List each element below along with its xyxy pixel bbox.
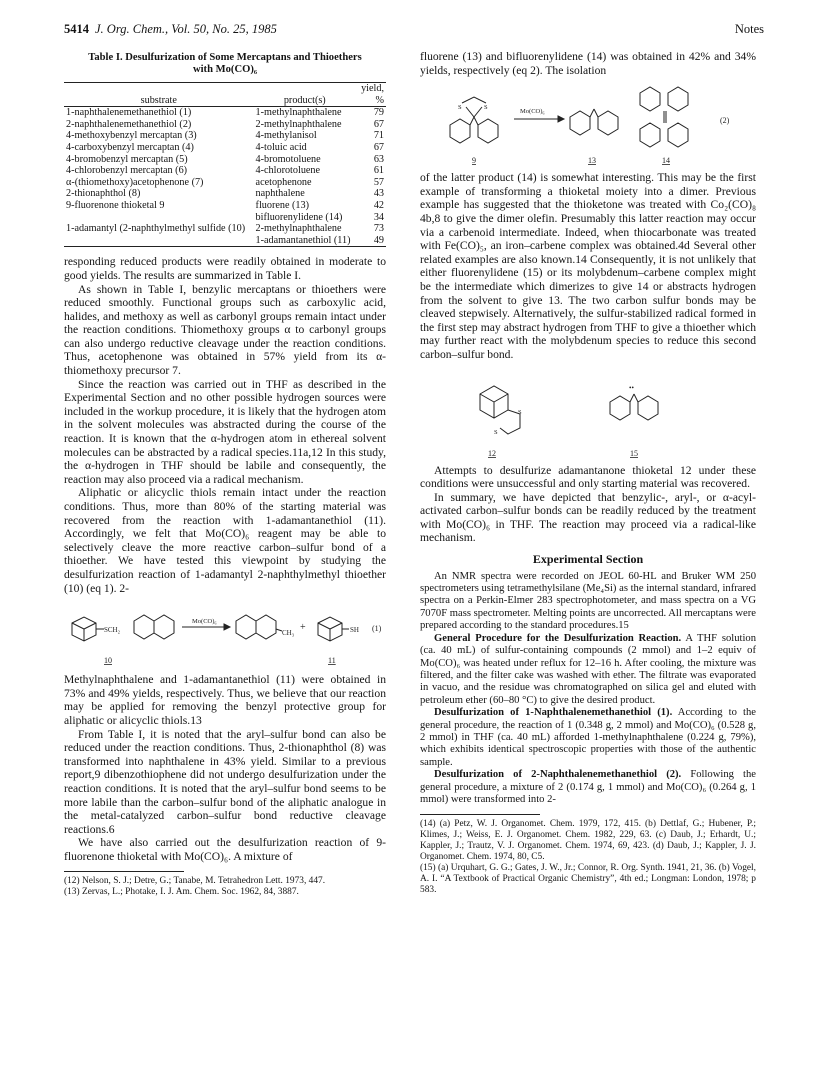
dithiolane-12-ring	[500, 410, 520, 434]
col-yield: yield, %	[356, 83, 386, 107]
table-body	[64, 107, 386, 247]
product-ring-b	[256, 615, 276, 639]
desulfurization-2-text: Following the general procedure, a mixture of 2 (0.174 g, 1 mmol) and Mo(CO)₆ (0.264 g, 1 mmol) were transformed into 2-	[420, 769, 756, 805]
table-cell-yield: 34	[373, 211, 384, 223]
footnote-15: (15) (a) Urquhart, G. G.; Gates, J. W., Jr.; Connor, R. Org. Synth. 1941, 21, 36. (b) Vogel, A. I. “A Textbook of Practical Organic Chemistry”, 4th ed.; Longman: London, 1978; p 583.	[420, 863, 756, 896]
desulfurization-1-text: According to the general procedure, the reaction of 1 (0.348 g, 2 mmol) and Mo(CO)₆ (0.528 g, 2 mmol) in THF (ca. 40 mL) afforded 1-methylnaphthalene (0.224 g, 79%), which exhibits identical spectroscopic properties with those of the authentic sample.	[420, 707, 756, 768]
eq2-label-14: 14	[662, 156, 670, 166]
eq2-s1: S	[458, 104, 462, 112]
footnote-rule-left	[64, 871, 184, 872]
para-desulfurization-1	[420, 707, 756, 769]
eq1-plus: +	[300, 622, 306, 634]
fluorene-right-ring	[478, 119, 498, 143]
journal-citation: J. Org. Chem., Vol. 50, No. 25, 1985	[95, 22, 277, 36]
eq1-label-10: 10	[104, 656, 112, 666]
table-cell-product: 1-adamantanethiol (11)	[254, 235, 356, 247]
footnote-12: (12) Nelson, S. J.; Detre, G.; Tanabe, M. Tetrahedron Lett. 1973, 447.	[64, 876, 326, 887]
para-thf: Since the reaction was carried out in THF as described in the Experimental Section and no other possible hydrogen sources were included in the workup procedure, it is likely that the hydrogen atom in the solvent molecules was abstracted during the course of the reaction. It is known that the α-hydrogen atom in ethereal solvent molecules can be abstracted by a radical species.11a,12 In this study, the α-hydrogen in THF should be labile and consequently, the reaction may also proceed via a radical mechanism.	[64, 377, 386, 486]
table-row	[64, 107, 386, 119]
equation-1-drawing	[64, 601, 386, 669]
para-summary: In summary, we have depicted that benzylic-, aryl-, or α-acyl-activated carbon–sulfur bonds can be readily reduced by the treatment with Mo(CO)₆ in THF. The reaction may proceed via a radical-like mechanism.	[420, 490, 756, 545]
para-fluorene-yield: fluorene (13) and bifluorenylidene (14) was obtained in 42% and 34% yields, respectively (eq 2). The isolation	[420, 50, 756, 77]
table-cell-substrate: 9-fluorenone thioketal 9	[66, 199, 165, 211]
table-row	[64, 165, 386, 177]
table-cell-substrate: 4-carboxybenzyl mercaptan (4)	[66, 141, 194, 153]
eq1-sch2: SCH₂	[104, 626, 121, 635]
footnote-13: (13) Zervas, L.; Photake, I. J. Am. Chem. Soc. 1962, 84, 3887.	[64, 887, 299, 898]
para-results: responding reduced products were readily obtained in moderate to good yields. The results are summarized in Table I.	[64, 255, 386, 282]
bifluorenylidene-ring-c	[640, 123, 660, 147]
table-cell-substrate	[64, 212, 254, 224]
table-cell-yield: 79	[373, 107, 384, 119]
para-aliphatic: Aliphatic or alicyclic thiols remain intact under the reaction conditions. Thus, more than 80% of the starting material was recovered from the reaction with 1-adamantanethiol (11). Accordingly, we felt that Mo(CO)₆ reagent may be able to selectively cleave the more reactive carbon–sulfur bond of a thioether. We have tested this viewpoint by studying the desulfurization reaction of 1-adamantyl 2-naphthylmethyl thioether (10) (eq 1). 2-	[64, 486, 386, 595]
table-cell-product: 4-bromotoluene	[255, 153, 321, 165]
table-cell-yield: 57	[373, 176, 384, 188]
bifluorenylidene-ring-b	[668, 87, 688, 111]
table-cell-product: acetophenone	[255, 176, 312, 188]
naphthalene-ring-b	[154, 615, 174, 639]
s12-a: S	[518, 408, 522, 416]
section-name: Notes	[734, 22, 764, 36]
structures-12-15-drawing	[420, 368, 756, 460]
bifluorenylidene-ring-a	[640, 87, 660, 111]
table-row	[64, 154, 386, 166]
general-procedure-head: General Procedure for the Desulfurization Reaction.	[434, 632, 682, 644]
table-cell-substrate: 2-thionaphthol (8)	[66, 188, 141, 200]
para-desulfurization-2	[420, 769, 756, 806]
table-cell-yield: 43	[373, 188, 384, 200]
naphthalene-ring-a	[134, 615, 154, 639]
para-fluorenone: We have also carried out the desulfurization reaction of 9-fluorenone thioketal with Mo(CO)₆. A mixture of	[64, 836, 386, 863]
col-products: product(s)	[254, 83, 356, 107]
eq2-s2: S	[484, 104, 488, 112]
table-cell-yield: 67	[373, 141, 384, 153]
carbene-dots: ••	[629, 383, 634, 392]
structures-12-15	[420, 368, 756, 460]
fluorene-13-ring-b	[598, 111, 618, 135]
fluorene-13-ring-a	[570, 111, 590, 135]
eq2-reagent: Mo(CO)₆	[520, 108, 545, 116]
table-cell-substrate: 1-naphthalenemethanethiol (1)	[66, 107, 192, 119]
fluorene-left-ring	[450, 119, 470, 143]
table-desulfurization	[64, 82, 386, 247]
equation-2	[420, 83, 756, 167]
table-cell-substrate: 4-chlorobenzyl mercaptan (6)	[66, 165, 188, 177]
table-cell-yield: 73	[373, 223, 384, 235]
table-cell-product: 2-methylnaphthalene	[255, 223, 342, 235]
table-cell-substrate	[64, 235, 254, 247]
left-column	[64, 50, 386, 898]
para-adamantanone: Attempts to desulfurize adamantanone thioketal 12 under these conditions were unsuccessful and only starting material was recovered.	[420, 463, 756, 491]
table-cell-yield: 71	[373, 130, 384, 142]
table-cell-product: fluorene (13)	[255, 199, 310, 211]
table-cell-substrate: 4-methoxybenzyl mercaptan (3)	[66, 130, 197, 142]
table-cell-product: naphthalene	[255, 188, 305, 200]
experimental-heading: Experimental Section	[532, 552, 644, 567]
header-left	[64, 22, 277, 37]
bifluorenylidene-ring-d	[668, 123, 688, 147]
eq1-sh: SH	[350, 626, 359, 635]
eq2-label-13: 13	[588, 156, 596, 166]
desulfurization-2-head: Desulfurization of 2-Naphthalenemethanethiol (2).	[434, 769, 682, 781]
para-methylnaphthalene: Methylnaphthalene and 1-adamantanethiol (11) were obtained in 73% and 49% yields, respectively. Thus, we believe that our reaction may be applied for removing the benzyl protective group for aliphatic or alicyclic thiols.13	[64, 673, 386, 727]
eq1-number: (1)	[372, 624, 382, 634]
table-row	[64, 177, 386, 189]
table-row	[64, 142, 386, 154]
table-cell-product: 2-methylnaphthalene	[255, 118, 342, 130]
table-cell-product: 4-toluic acid	[255, 141, 307, 153]
desulfurization-1-head: Desulfurization of 1-Naphthalenemethanethiol (1).	[434, 707, 673, 719]
eq2-number: (2)	[720, 116, 730, 126]
para-aryl-sulfur: From Table I, it is noted that the aryl–sulfur bond can also be reduced under the reaction conditions. Thus, 2-thionaphthol (8) was transformed into naphthalene in 43% yield. Similar to a previous report,9 dibenzothiophene did not undergo desulfurization under the reaction conditions. It is noted that the aryl–sulfur bond seems to be more labile than the carbon–sulfur bond of the aliphatic analogue in the metal-catalyzed carbon–sulfur bond reductive cleavage reactions.6	[64, 727, 386, 836]
dithiolane-ring	[462, 97, 486, 103]
footnote-14: (14) (a) Petz, W. J. Organomet. Chem. 1979, 172, 415. (b) Dettlaf, G.; Hubener, P.; Klimes, J.; Weiss, E. J. Organomet. Chem. 1982, 229, 63. (c) Daub, J.; Erhardt, U.; Kappler, J.; Trautz, V. J. Organomet. Chem. 1974, 69, 423. (d) Daub, J.; Kappler, J. J. Organomet. Chem. 1974, 80, C5.	[420, 819, 756, 863]
table-row	[64, 235, 386, 247]
s12-b: S	[494, 428, 498, 436]
eq1-ch3: CH₃	[282, 629, 295, 638]
eq1-reagent: Mo(CO)₆	[192, 618, 217, 626]
para-general-procedure	[420, 633, 756, 707]
right-column	[420, 50, 756, 896]
table-cell-substrate: 2-naphthalenemethanethiol (2)	[66, 118, 192, 130]
equation-2-drawing	[420, 83, 756, 167]
table-row	[64, 188, 386, 200]
table-cell-yield: 61	[373, 165, 384, 177]
table-cell-product: 1-methylnaphthalene	[255, 107, 342, 119]
fluorenylidene-ring-a	[610, 396, 630, 420]
table-cell-substrate: α-(thiomethoxy)acetophenone (7)	[66, 176, 204, 188]
table-cell-substrate: 4-bromobenzyl mercaptan (5)	[66, 153, 188, 165]
para-instruments: An NMR spectra were recorded on JEOL 60-HL and Bruker WM 250 spectrometers using tetramethylsilane (Me₄Si) as the internal standard, infrared spectra on a Perkin-Elmer 283 spectrophotometer, and mass spectra on a VG 7070F mass spectrometer. Melting points are uncorrected. All mercaptans were prepared according to the standard procedures.15	[420, 570, 756, 632]
para-benzylic: As shown in Table I, benzylic mercaptans or thioethers were reduced smoothly. Functional groups such as carboxylic acid, halides, and methoxy as well as carbonyl groups remain intact under the reaction conditions. Thiomethoxy groups α to carbonyl groups can also undergo reductive cleavage under the reaction conditions. Thus, acetophenone was obtained in 57% yield from its α-thiomethoxy precursor 7.	[64, 282, 386, 378]
table-cell-yield: 63	[373, 153, 384, 165]
equation-1	[64, 601, 386, 669]
table-cell-product: 4-methylanisol	[255, 130, 317, 142]
table-row	[64, 119, 386, 131]
table-row	[64, 200, 386, 212]
table-row	[64, 130, 386, 142]
col-substrate: substrate	[64, 83, 254, 107]
table-row	[64, 212, 386, 224]
label-12: 12	[488, 448, 496, 458]
page-number: 5414	[64, 22, 89, 36]
table-cell-yield: 42	[373, 199, 384, 211]
table-caption: Table I. Desulfurization of Some Mercaptans and Thioethers with Mo(CO)₆	[88, 52, 362, 75]
table-cell-yield: 67	[373, 118, 384, 130]
table-cell-product: bifluorenylidene (14)	[255, 211, 343, 223]
label-15: 15	[630, 448, 638, 458]
table-row	[64, 223, 386, 235]
eq1-label-11: 11	[328, 656, 336, 666]
para-latter-product: of the latter product (14) is somewhat interesting. This may be the first example of transforming a thioketal moiety into a dimer. Previous example has suggested that the thioketone was treated with Co₂(CO)₈ 4b,8 to give the dimer olefin. Presumably this latter reaction may occur via a carbenoid intermediate. Indeed, when thiocarbonate was treated with Fe(CO)₅, an iron–carbene complex was obtained.4d Several other related examples are also known.14 Consequently, it is not unlikely that either fluorenylidene (15) or its molybdenum–carbene complex might be the intermediate which dimerizes to give 14 or abstracts hydrogen from the solvent to give 13. The two carbon sulfur bonds may be cleaved stepwisely. Alternatively, the sulfur-stabilized radical formed in the first step may abstract hydrogen from THF to give a thioether which may further react with the molybdenum species to reduce this second carbon–sulfur bond.	[420, 171, 756, 361]
fluorenylidene-ring-b	[638, 396, 658, 420]
footnote-rule-right	[420, 814, 540, 815]
general-procedure-text: A THF solution (ca. 40 mL) of sulfur-containing compounds (2 mmol) and 1–2 equiv of Mo(CO)₆ was heated under reflux for 12–16 h. After cooling, the mixture was filtered, and the filter cake was washed with ether. The filtrate was evaporated in vacuo, and the residue was chromatographed on silica gel and eluted with petroleum ether (60–80 °C) to give the desired product.	[420, 632, 756, 706]
table-cell-yield: 49	[356, 235, 386, 247]
page-header	[64, 22, 764, 40]
eq2-label-9: 9	[472, 156, 476, 166]
product-ring-a	[236, 615, 256, 639]
table-cell-product: 4-chlorotoluene	[255, 165, 321, 177]
table-cell-substrate: 1-adamantyl (2-naphthylmethyl sulfide (10)	[66, 223, 246, 235]
